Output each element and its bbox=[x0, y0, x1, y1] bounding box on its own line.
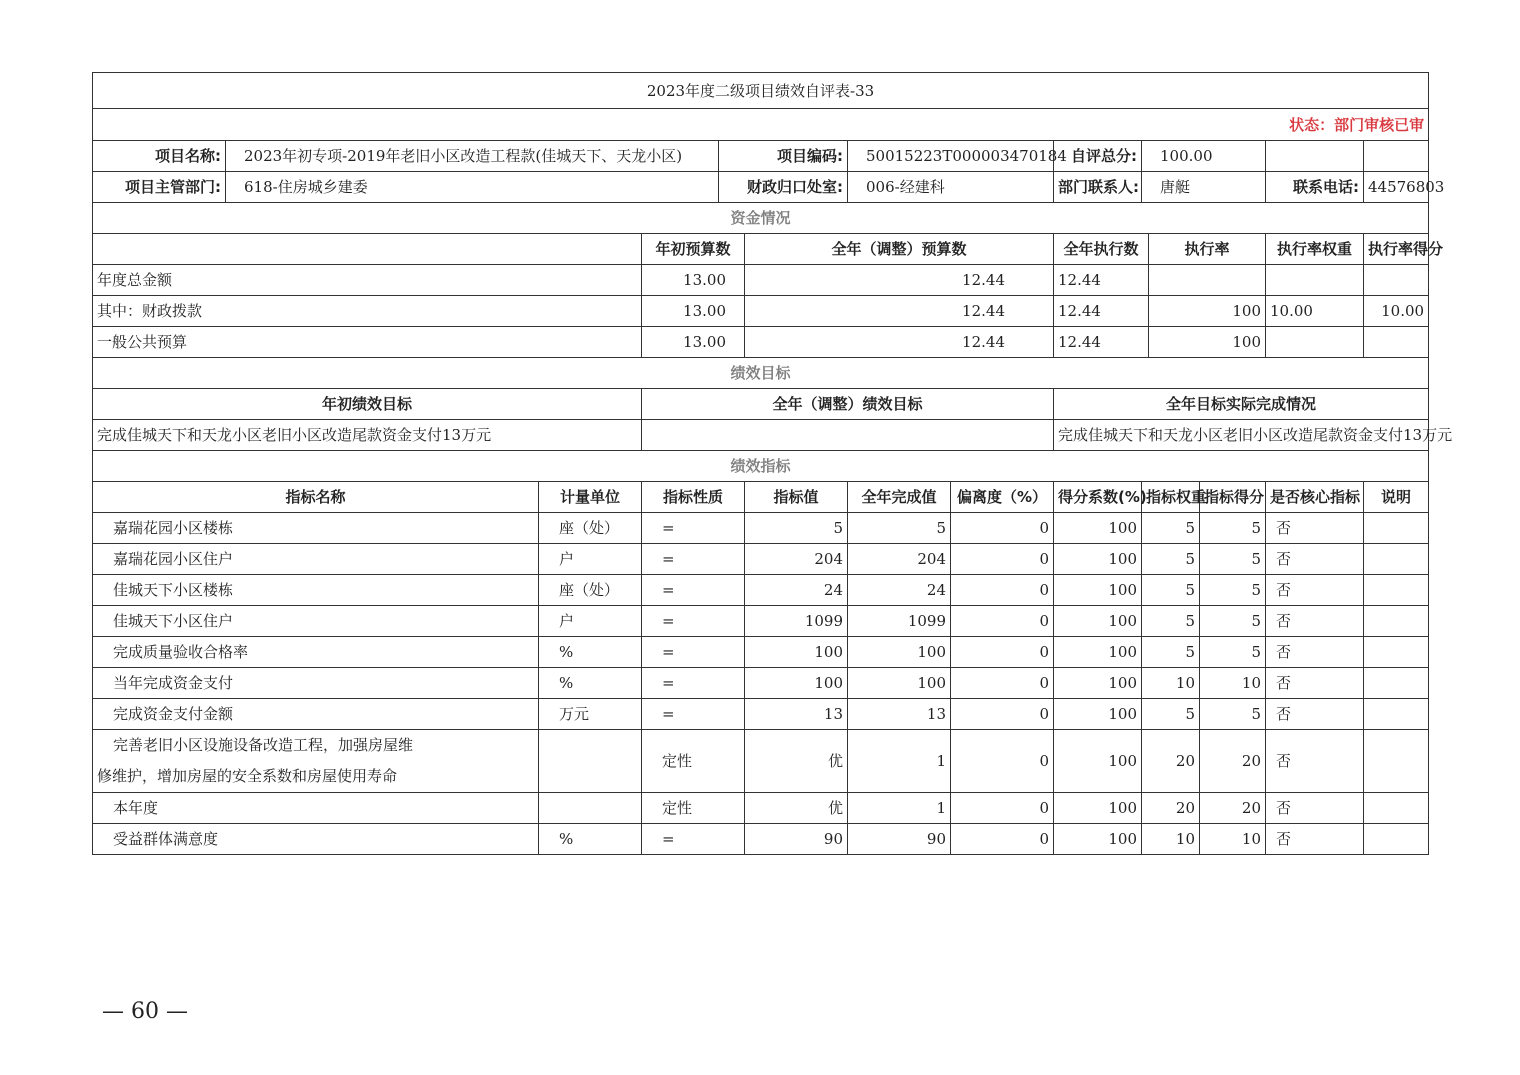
fund-executed: 12.44 bbox=[1054, 296, 1149, 327]
indicator-deviation: 0 bbox=[951, 793, 1054, 824]
fund-rate: 100 bbox=[1149, 327, 1266, 358]
dept-label: 项目主管部门: bbox=[93, 172, 226, 203]
table-row bbox=[93, 265, 1429, 296]
indicator-unit: % bbox=[539, 637, 642, 668]
indicator-unit: 座（处） bbox=[539, 575, 642, 606]
col-core: 是否核心指标 bbox=[1266, 482, 1364, 513]
indicator-coefficient: 100 bbox=[1054, 730, 1142, 793]
indicator-core: 否 bbox=[1266, 668, 1364, 699]
table-row bbox=[93, 327, 1429, 358]
fund-executed: 12.44 bbox=[1054, 265, 1149, 296]
indicator-note bbox=[1364, 699, 1429, 730]
indicator-target: 204 bbox=[745, 544, 848, 575]
fund-score: 10.00 bbox=[1364, 296, 1429, 327]
indicator-deviation: 0 bbox=[951, 824, 1054, 855]
col-rate-score: 执行率得分 bbox=[1364, 234, 1429, 265]
indicator-name bbox=[93, 730, 539, 793]
status-badge: 状态：部门审核已审 bbox=[93, 109, 1429, 141]
indicator-completed: 24 bbox=[848, 575, 951, 606]
finance: 006-经建科 bbox=[848, 172, 1054, 203]
indicator-unit: 座（处） bbox=[539, 513, 642, 544]
fund-executed: 12.44 bbox=[1054, 327, 1149, 358]
table-row bbox=[93, 824, 1429, 855]
indicator-coefficient: 100 bbox=[1054, 668, 1142, 699]
indicator-completed: 1099 bbox=[848, 606, 951, 637]
indicator-name: 完成质量验收合格率 bbox=[93, 637, 539, 668]
indicator-deviation: 0 bbox=[951, 668, 1054, 699]
indicator-weight: 20 bbox=[1142, 730, 1200, 793]
col-score: 指标得分 bbox=[1200, 482, 1266, 513]
indicator-coefficient: 100 bbox=[1054, 575, 1142, 606]
page-number: — 60 — bbox=[102, 999, 188, 1024]
col-exec-rate: 执行率 bbox=[1149, 234, 1266, 265]
indicator-note bbox=[1364, 730, 1429, 793]
contact-label: 部门联系人: bbox=[1054, 172, 1142, 203]
indicator-unit: % bbox=[539, 824, 642, 855]
indicator-name: 嘉瑞花园小区住户 bbox=[93, 544, 539, 575]
col-initial-goal: 年初绩效目标 bbox=[93, 389, 642, 420]
indicator-unit: 户 bbox=[539, 606, 642, 637]
col-deviation: 偏离度（%） bbox=[951, 482, 1054, 513]
indicator-weight: 10 bbox=[1142, 668, 1200, 699]
fund-rate: 100 bbox=[1149, 296, 1266, 327]
indicator-core: 否 bbox=[1266, 699, 1364, 730]
indicator-completed: 100 bbox=[848, 637, 951, 668]
indicator-note bbox=[1364, 793, 1429, 824]
indicator-target: 优 bbox=[745, 730, 848, 793]
indicator-note bbox=[1364, 513, 1429, 544]
project-name-label: 项目名称: bbox=[93, 141, 226, 172]
indicator-note bbox=[1364, 637, 1429, 668]
indicator-core: 否 bbox=[1266, 637, 1364, 668]
evaluation-form bbox=[92, 72, 1453, 855]
indicator-score: 10 bbox=[1200, 668, 1266, 699]
adjusted-goal bbox=[642, 420, 1054, 451]
indicator-weight: 20 bbox=[1142, 793, 1200, 824]
indicator-score: 5 bbox=[1200, 606, 1266, 637]
indicator-name: 佳城天下小区住户 bbox=[93, 606, 539, 637]
contact: 唐艇 bbox=[1142, 172, 1266, 203]
indicator-unit: 万元 bbox=[539, 699, 642, 730]
self-score-label: 自评总分: bbox=[1054, 141, 1142, 172]
indicator-nature: = bbox=[642, 637, 745, 668]
indicator-name: 本年度 bbox=[93, 793, 539, 824]
indicator-unit: % bbox=[539, 668, 642, 699]
fund-initial: 13.00 bbox=[642, 265, 745, 296]
page-title: 2023年度二级项目绩效自评表-33 bbox=[93, 73, 1429, 109]
dept: 618-住房城乡建委 bbox=[226, 172, 719, 203]
table-row bbox=[93, 544, 1429, 575]
fund-initial: 13.00 bbox=[642, 327, 745, 358]
table-row bbox=[93, 699, 1429, 730]
empty-cell bbox=[93, 234, 642, 265]
indicator-name: 完成资金支付金额 bbox=[93, 699, 539, 730]
indicator-deviation: 0 bbox=[951, 575, 1054, 606]
indicator-weight: 10 bbox=[1142, 824, 1200, 855]
fund-adjusted: 12.44 bbox=[745, 327, 1054, 358]
indicator-deviation: 0 bbox=[951, 606, 1054, 637]
indicator-score: 5 bbox=[1200, 513, 1266, 544]
col-executed: 全年执行数 bbox=[1054, 234, 1149, 265]
empty-cell bbox=[1266, 141, 1364, 172]
col-unit: 计量单位 bbox=[539, 482, 642, 513]
table-row bbox=[93, 637, 1429, 668]
indicator-name: 受益群体满意度 bbox=[93, 824, 539, 855]
indicator-weight: 5 bbox=[1142, 513, 1200, 544]
evaluation-table bbox=[92, 72, 1453, 855]
indicator-completed: 5 bbox=[848, 513, 951, 544]
fund-name: 一般公共预算 bbox=[93, 327, 642, 358]
indicator-deviation: 0 bbox=[951, 544, 1054, 575]
indicator-core: 否 bbox=[1266, 793, 1364, 824]
empty-cell bbox=[1364, 141, 1429, 172]
indicator-unit bbox=[539, 730, 642, 793]
indicator-coefficient: 100 bbox=[1054, 824, 1142, 855]
indicator-nature: = bbox=[642, 513, 745, 544]
col-actual-goal: 全年目标实际完成情况 bbox=[1054, 389, 1429, 420]
indicator-name: 佳城天下小区楼栋 bbox=[93, 575, 539, 606]
indicator-coefficient: 100 bbox=[1054, 699, 1142, 730]
col-rate-weight: 执行率权重 bbox=[1266, 234, 1364, 265]
indicator-target: 90 bbox=[745, 824, 848, 855]
indicator-target: 13 bbox=[745, 699, 848, 730]
indicator-note bbox=[1364, 544, 1429, 575]
indicator-nature: 定性 bbox=[642, 730, 745, 793]
indicator-completed: 90 bbox=[848, 824, 951, 855]
fund-rate bbox=[1149, 265, 1266, 296]
fund-weight: 10.00 bbox=[1266, 296, 1364, 327]
indicator-coefficient: 100 bbox=[1054, 606, 1142, 637]
finance-label: 财政归口处室: bbox=[719, 172, 848, 203]
indicator-core: 否 bbox=[1266, 544, 1364, 575]
indicator-completed: 13 bbox=[848, 699, 951, 730]
indicator-core: 否 bbox=[1266, 513, 1364, 544]
col-adjusted-budget: 全年（调整）预算数 bbox=[745, 234, 1054, 265]
indicator-score: 10 bbox=[1200, 824, 1266, 855]
indicator-name-line: 完善老旧小区设施设备改造工程，加强房屋维 bbox=[113, 736, 414, 754]
indicator-completed: 100 bbox=[848, 668, 951, 699]
indicator-weight: 5 bbox=[1142, 544, 1200, 575]
indicator-score: 20 bbox=[1200, 730, 1266, 793]
table-row bbox=[93, 513, 1429, 544]
indicator-core: 否 bbox=[1266, 606, 1364, 637]
indicator-target: 1099 bbox=[745, 606, 848, 637]
self-score: 100.00 bbox=[1142, 141, 1266, 172]
indicator-completed: 1 bbox=[848, 730, 951, 793]
fund-weight bbox=[1266, 327, 1364, 358]
project-name: 2023年初专项-2019年老旧小区改造工程款(佳城天下、天龙小区) bbox=[226, 141, 719, 172]
indicator-target: 100 bbox=[745, 637, 848, 668]
fund-adjusted: 12.44 bbox=[745, 265, 1054, 296]
col-initial-budget: 年初预算数 bbox=[642, 234, 745, 265]
col-nature: 指标性质 bbox=[642, 482, 745, 513]
indicator-nature: = bbox=[642, 824, 745, 855]
table-row bbox=[93, 730, 1429, 793]
fund-initial: 13.00 bbox=[642, 296, 745, 327]
phone: 44576803 bbox=[1364, 172, 1429, 203]
fund-score bbox=[1364, 327, 1429, 358]
col-completed: 全年完成值 bbox=[848, 482, 951, 513]
indicator-weight: 5 bbox=[1142, 699, 1200, 730]
indicator-target: 100 bbox=[745, 668, 848, 699]
indicator-core: 否 bbox=[1266, 730, 1364, 793]
indicator-coefficient: 100 bbox=[1054, 637, 1142, 668]
indicator-core: 否 bbox=[1266, 824, 1364, 855]
indicator-score: 20 bbox=[1200, 793, 1266, 824]
indicator-completed: 204 bbox=[848, 544, 951, 575]
project-code-label: 项目编码: bbox=[719, 141, 848, 172]
phone-label: 联系电话: bbox=[1266, 172, 1364, 203]
indicator-note bbox=[1364, 606, 1429, 637]
fund-adjusted: 12.44 bbox=[745, 296, 1054, 327]
section-indicators: 绩效指标 bbox=[93, 451, 1429, 482]
fund-score bbox=[1364, 265, 1429, 296]
indicator-score: 5 bbox=[1200, 637, 1266, 668]
indicator-unit: 户 bbox=[539, 544, 642, 575]
indicator-unit bbox=[539, 793, 642, 824]
section-funds: 资金情况 bbox=[93, 203, 1429, 234]
table-row bbox=[93, 668, 1429, 699]
indicator-weight: 5 bbox=[1142, 637, 1200, 668]
indicator-nature: = bbox=[642, 544, 745, 575]
indicator-weight: 5 bbox=[1142, 606, 1200, 637]
col-coefficient: 得分系数(%) bbox=[1054, 482, 1142, 513]
initial-goal: 完成佳城天下和天龙小区老旧小区改造尾款资金支付13万元 bbox=[93, 420, 642, 451]
indicator-deviation: 0 bbox=[951, 513, 1054, 544]
indicator-nature: 定性 bbox=[642, 793, 745, 824]
indicator-name-line: 修维护，增加房屋的安全系数和房屋使用寿命 bbox=[97, 767, 398, 785]
project-code: 50015223T000003470184 bbox=[848, 141, 1054, 172]
indicator-score: 5 bbox=[1200, 575, 1266, 606]
col-adjusted-goal: 全年（调整）绩效目标 bbox=[642, 389, 1054, 420]
indicator-nature: = bbox=[642, 606, 745, 637]
table-row bbox=[93, 793, 1429, 824]
indicator-nature: = bbox=[642, 668, 745, 699]
indicator-deviation: 0 bbox=[951, 699, 1054, 730]
fund-weight bbox=[1266, 265, 1364, 296]
indicator-completed: 1 bbox=[848, 793, 951, 824]
indicator-core: 否 bbox=[1266, 575, 1364, 606]
indicator-deviation: 0 bbox=[951, 637, 1054, 668]
indicator-name: 当年完成资金支付 bbox=[93, 668, 539, 699]
indicator-target: 优 bbox=[745, 793, 848, 824]
fund-name: 年度总金额 bbox=[93, 265, 642, 296]
indicator-nature: = bbox=[642, 699, 745, 730]
indicator-score: 5 bbox=[1200, 699, 1266, 730]
fund-name: 其中：财政拨款 bbox=[93, 296, 642, 327]
col-weight: 指标权重 bbox=[1142, 482, 1200, 513]
indicator-note bbox=[1364, 668, 1429, 699]
indicator-rows bbox=[93, 513, 1429, 855]
indicator-deviation: 0 bbox=[951, 730, 1054, 793]
indicator-target: 24 bbox=[745, 575, 848, 606]
table-row bbox=[93, 296, 1429, 327]
indicator-name: 嘉瑞花园小区楼栋 bbox=[93, 513, 539, 544]
indicator-score: 5 bbox=[1200, 544, 1266, 575]
table-row bbox=[93, 606, 1429, 637]
indicator-note bbox=[1364, 824, 1429, 855]
table-row bbox=[93, 575, 1429, 606]
indicator-weight: 5 bbox=[1142, 575, 1200, 606]
indicator-target: 5 bbox=[745, 513, 848, 544]
indicator-coefficient: 100 bbox=[1054, 513, 1142, 544]
indicator-nature: = bbox=[642, 575, 745, 606]
col-indicator-name: 指标名称 bbox=[93, 482, 539, 513]
col-target: 指标值 bbox=[745, 482, 848, 513]
actual-goal: 完成佳城天下和天龙小区老旧小区改造尾款资金支付13万元 bbox=[1054, 420, 1429, 451]
indicator-coefficient: 100 bbox=[1054, 793, 1142, 824]
col-note: 说明 bbox=[1364, 482, 1429, 513]
indicator-note bbox=[1364, 575, 1429, 606]
section-goals: 绩效目标 bbox=[93, 358, 1429, 389]
indicator-coefficient: 100 bbox=[1054, 544, 1142, 575]
